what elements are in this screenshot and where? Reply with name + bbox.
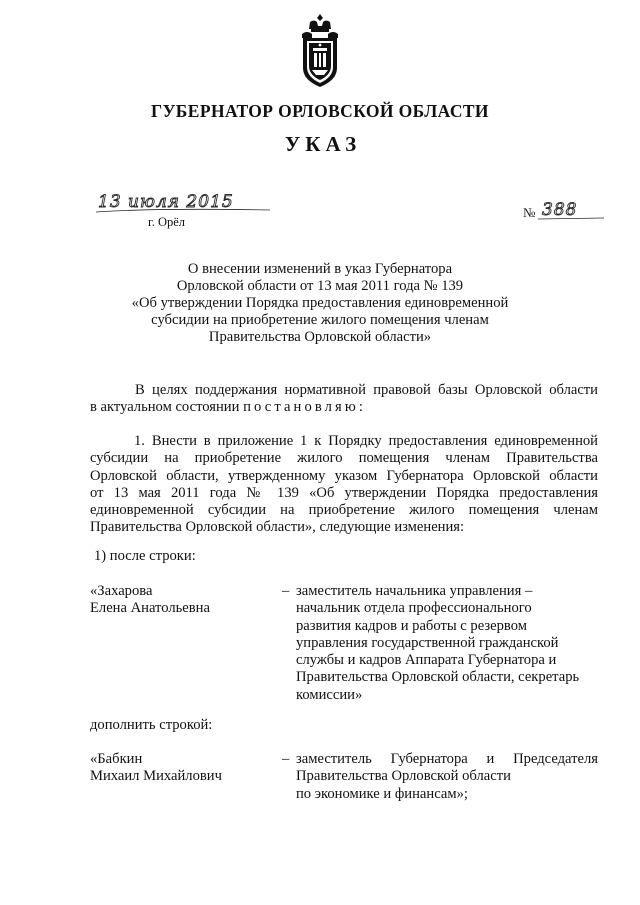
position-line: Правительства Орловской области — [296, 768, 511, 785]
decree-subject — [100, 261, 540, 346]
member-surname: «Захарова — [90, 583, 153, 599]
add-line-heading: дополнить строкой: — [90, 717, 213, 733]
position-line: заместитель начальника управления – — [296, 583, 533, 599]
decree-number — [523, 197, 606, 221]
new-member-name — [90, 751, 222, 786]
subject-line: Правительства Орловской области» — [208, 329, 432, 345]
subject-line: Орловской области от 13 мая 2011 года № 139 — [176, 278, 464, 294]
subitem-1-heading: 1) после строки: — [94, 548, 196, 564]
member-dash: – — [282, 583, 290, 599]
item-1-line: единовременной субсидии на приобретение жилого помещения членам — [90, 502, 598, 519]
item-1-line: Правительства Орловской области», следующие изменения: — [90, 519, 465, 536]
position-line: по экономике и финансам»; — [296, 785, 468, 802]
existing-member-position — [296, 583, 598, 704]
preamble-paragraph — [90, 382, 598, 417]
city-label: г. Орёл — [148, 215, 186, 229]
position-line: службы и кадров Аппарата Губернатора и — [296, 652, 557, 669]
member-given-names: Елена Анатольевна — [90, 600, 210, 617]
item-1-line: Орловской области, утвержденному указом Губернатора Орловской области — [90, 467, 598, 484]
document-type: УКАЗ — [284, 132, 362, 156]
position-line: развития кадров и работы с резервом — [296, 617, 527, 634]
position-line: комиссии» — [296, 686, 363, 703]
preamble-line: В целях поддержания нормативной правовой базы Орловской области — [135, 382, 598, 398]
preamble-text: в актуальном состоянии — [90, 399, 240, 416]
existing-member-name — [90, 583, 210, 618]
item-1-line: от 13 мая 2011 года № 139 «Об утверждении Порядка предоставления — [90, 484, 598, 501]
item-1-paragraph — [90, 433, 598, 537]
member-dash: – — [282, 751, 290, 767]
number-sign: № — [523, 205, 536, 220]
subject-line: О внесении изменений в указ Губернатора — [187, 261, 453, 277]
coat-of-arms-icon — [298, 12, 342, 90]
position-line: заместитель Губернатора и Председателя — [296, 751, 598, 767]
svg-text:13 июля 2015: 13 июля 2015 — [98, 192, 234, 212]
item-1-line: субсидии на приобретение жилого помещения членам Правительства — [90, 450, 598, 467]
position-line: управления государственной гражданской — [296, 634, 559, 651]
issuer-title: ГУБЕРНАТОР ОРЛОВСКОЙ ОБЛАСТИ — [151, 101, 489, 121]
resolution-word: постановляю: — [243, 399, 367, 416]
new-member-position — [296, 751, 598, 803]
member-given-names: Михаил Михайлович — [90, 768, 222, 785]
position-line: Правительства Орловской области, секретарь — [296, 669, 580, 686]
subject-line: субсидии на приобретение жилого помещения членам — [151, 312, 489, 328]
item-1-line: 1. Внести в приложение 1 к Порядку предоставления единовременной — [134, 433, 598, 449]
position-line: начальник отдела профессионального — [296, 600, 532, 617]
svg-text:388: 388 — [542, 200, 578, 220]
member-surname: «Бабкин — [90, 751, 143, 767]
subject-line: «Об утверждении Порядка предоставления единовременной — [131, 295, 509, 311]
handwritten-number — [538, 200, 606, 224]
preamble-line — [90, 399, 598, 416]
